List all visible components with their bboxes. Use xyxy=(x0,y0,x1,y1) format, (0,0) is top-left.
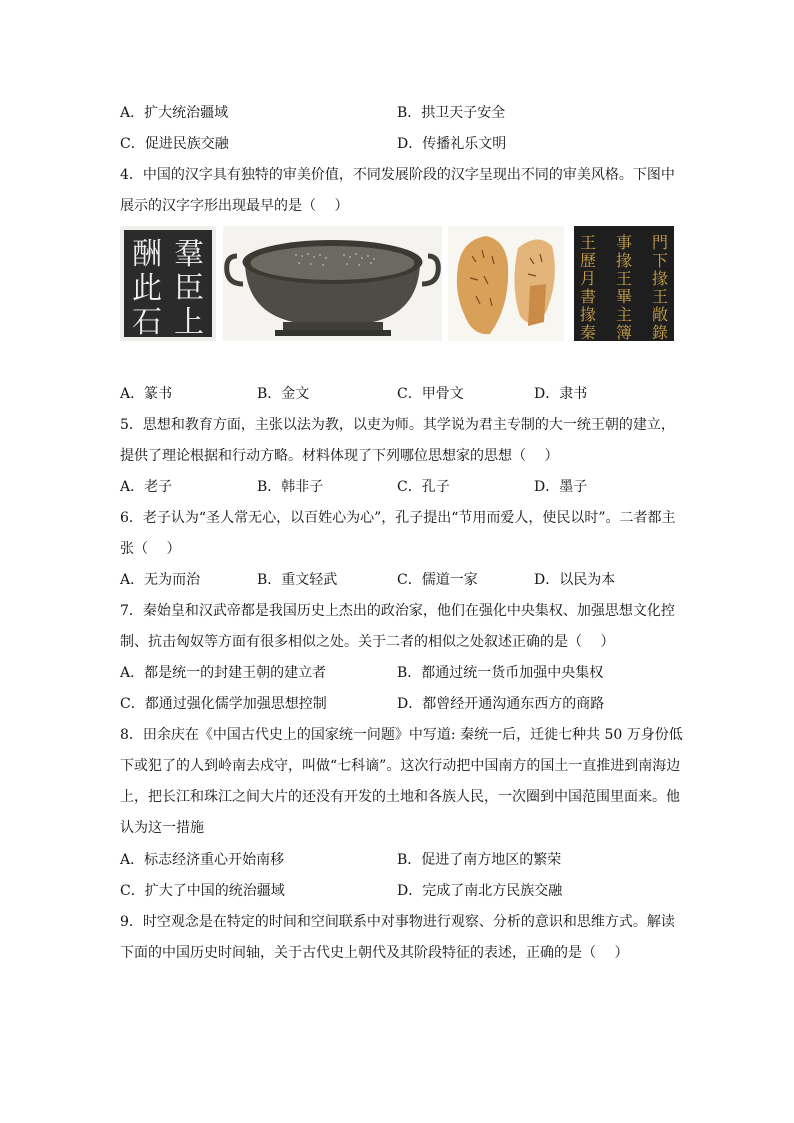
seal-char: 羣 xyxy=(174,237,204,272)
seal-char: 此 xyxy=(132,271,162,306)
clerical-char: 掾 xyxy=(579,305,597,324)
q8-stem-line-3: 上，把长江和珠江之间大片的还没有开发的土地和各族人民，一次圈到中国范围里面来。他 xyxy=(120,789,680,805)
q5-option-a: A．老子 xyxy=(120,479,173,495)
seal-char: 上 xyxy=(174,305,204,340)
q5-option-c: C．孔子 xyxy=(397,479,450,495)
clerical-char: 敞 xyxy=(651,305,669,324)
q8-option-d: D．完成了南北方民族交融 xyxy=(397,883,563,899)
q4-stem-line-1: 4．中国的汉字具有独特的审美价值，不同发展阶段的汉字呈现出不同的审美风格。下图中 xyxy=(120,167,675,183)
q8-option-c: C．扩大了中国的统治疆域 xyxy=(120,883,285,899)
q9-stem-line-1: 9．时空观念是在特定的时间和空间联系中对事物进行观察、分析的意识和思维方式。解读 xyxy=(120,914,675,930)
seal-script-image xyxy=(120,226,216,341)
clerical-char: 掾 xyxy=(651,269,669,288)
clerical-char: 畢 xyxy=(615,287,633,306)
seal-char: 臣 xyxy=(174,271,204,306)
q6-option-a: A．无为而治 xyxy=(120,572,201,588)
seal-char: 酬 xyxy=(132,237,162,272)
q4-stem-line-2: 展示的汉字字形出现最早的是（ ） xyxy=(120,198,349,214)
clerical-char: 掾 xyxy=(615,251,633,270)
clerical-char: 王 xyxy=(651,287,669,306)
q8-stem-line-4: 认为这一措施 xyxy=(120,820,204,836)
q6-option-b: B．重文轻武 xyxy=(257,572,338,588)
clerical-char: 歷 xyxy=(579,251,597,270)
q5-option-d: D．墨子 xyxy=(534,479,588,495)
q8-stem-line-2: 下或犯了的人到岭南去戍守，叫做“七科谪”。这次行动把中国南方的国土一直推进到南海边 xyxy=(120,758,681,774)
q4-option-d: D．隶书 xyxy=(534,386,588,402)
q8-stem-line-1: 8．田余庆在《中国古代史上的国家统一问题》中写道: 秦统一后，迁徙七种共 50 万身份低 xyxy=(120,727,683,743)
q4-option-a: A．篆书 xyxy=(120,386,173,402)
q6-option-d: D．以民为本 xyxy=(534,572,616,588)
clerical-char: 門 xyxy=(651,233,669,252)
q7-option-c: C．都通过强化儒学加强思想控制 xyxy=(120,696,327,712)
bronze-vessel-image xyxy=(223,226,442,341)
q7-option-b: B．都通过统一货币加强中央集权 xyxy=(397,665,604,681)
clerical-char: 王 xyxy=(615,269,633,288)
q7-option-d: D．都曾经开通沟通东西方的商路 xyxy=(397,696,605,712)
clerical-char: 下 xyxy=(651,251,669,270)
q3-option-d: D．传播礼乐文明 xyxy=(397,136,507,152)
q6-option-c: C．儒道一家 xyxy=(397,572,478,588)
q9-stem-line-2: 下面的中国历史时间轴，关于古代史上朝代及其阶段特征的表述，正确的是（ ） xyxy=(120,945,629,961)
clerical-char: 錄 xyxy=(651,323,669,341)
q4-option-b: B．金文 xyxy=(257,386,310,402)
q5-stem-line-1: 5．思想和教育方面，主张以法为教，以吏为师。其学说为君主专制的大一统王朝的建立， xyxy=(120,417,675,433)
q3-option-b: B．拱卫天子安全 xyxy=(397,105,506,121)
q4-option-c: C．甲骨文 xyxy=(397,386,464,402)
seal-char: 石 xyxy=(132,305,162,340)
q3-option-a: A．扩大统治疆域 xyxy=(120,105,229,121)
q7-option-a: A．都是统一的封建王朝的建立者 xyxy=(120,665,327,681)
oracle-bone-image xyxy=(448,226,564,341)
clerical-char: 月 xyxy=(579,269,597,288)
clerical-char: 王 xyxy=(579,233,597,252)
q6-stem-line-2: 张（ ） xyxy=(120,541,181,557)
q8-option-a: A．标志经济重心开始南移 xyxy=(120,852,285,868)
q7-stem-line-2: 制、抗击匈奴等方面有很多相似之处。关于二者的相似之处叙述正确的是（ ） xyxy=(120,634,615,650)
q5-stem-line-2: 提供了理论根据和行动方略。材料体现了下列哪位思想家的思想（ ） xyxy=(120,448,559,464)
clerical-char: 事 xyxy=(615,233,633,252)
q5-option-b: B．韩非子 xyxy=(257,479,324,495)
q7-stem-line-1: 7．秦始皇和汉武帝都是我国历史上杰出的政治家，他们在强化中央集权、加强思想文化控 xyxy=(120,603,675,619)
clerical-char: 主 xyxy=(615,305,633,324)
clerical-script-image xyxy=(574,226,674,341)
clerical-char: 書 xyxy=(579,287,597,306)
q3-option-c: C．促进民族交融 xyxy=(120,136,229,152)
q8-option-b: B．促进了南方地区的繁荣 xyxy=(397,852,562,868)
clerical-char: 簿 xyxy=(615,323,633,341)
clerical-char: 秦 xyxy=(579,323,597,341)
q6-stem-line-1: 6．老子认为“圣人常无心，以百姓心为心”，孔子提出“节用而爱人，使民以时”。二者都主 xyxy=(120,510,676,526)
